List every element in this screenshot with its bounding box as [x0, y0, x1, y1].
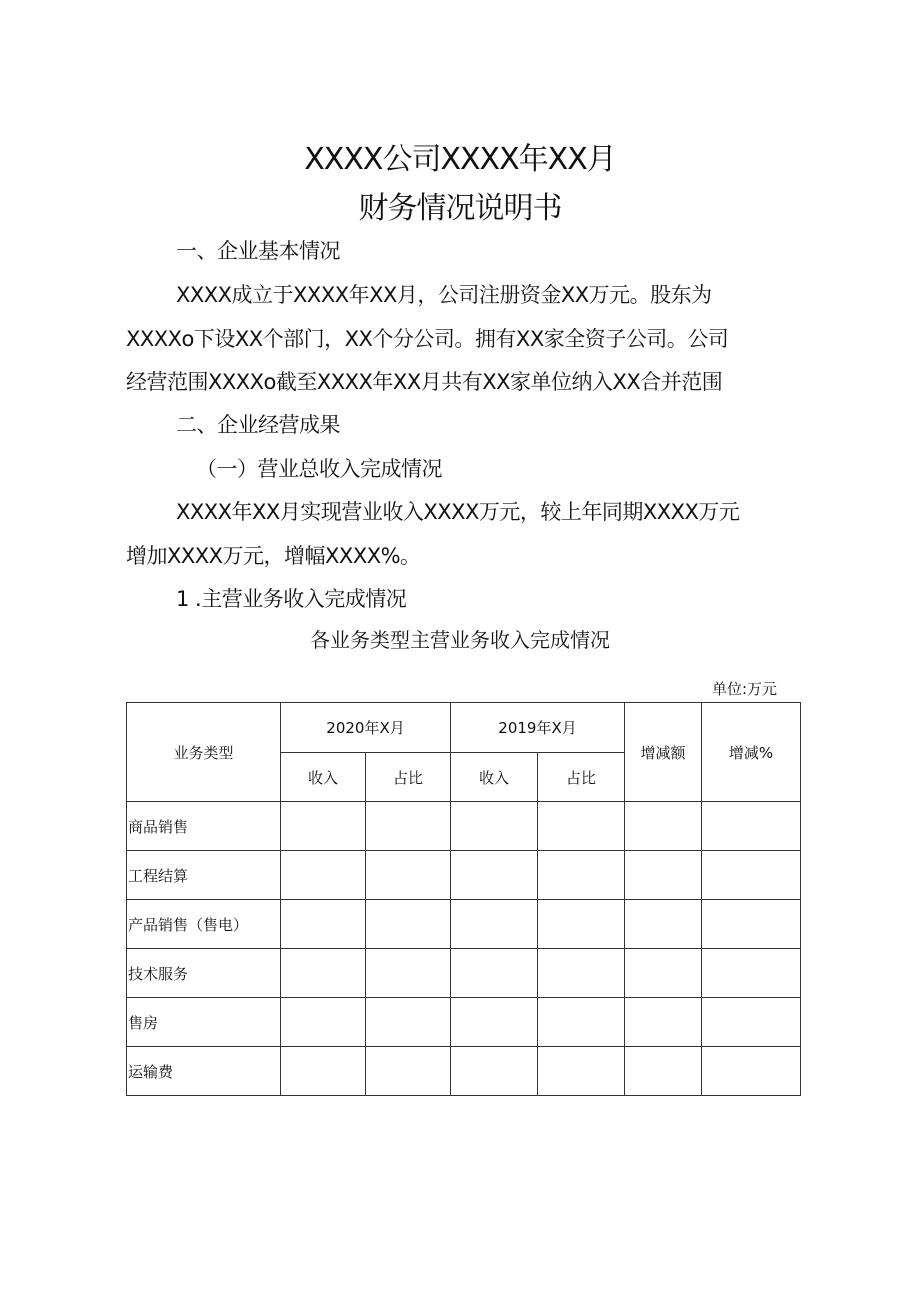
table-row — [127, 851, 801, 900]
header-period-2019: 2019年X月 — [451, 703, 625, 753]
table-cell — [625, 1047, 702, 1096]
section2-paragraph-line2: 增加XXXX万元，增幅XXXX%。 — [126, 544, 421, 568]
row-label: 技术服务 — [127, 949, 281, 998]
header-share-2019: 占比 — [538, 753, 625, 802]
table-cell — [625, 802, 702, 851]
table-row — [127, 998, 801, 1047]
table-row — [127, 802, 801, 851]
table-row — [127, 1047, 801, 1096]
header-income-2019: 收入 — [451, 753, 538, 802]
table-cell — [366, 998, 451, 1047]
table-cell — [451, 900, 538, 949]
section1-paragraph-line3: 经营范围XXXXo截至XXXX年XX月共有XX家单位纳入XX合并范围 — [126, 370, 723, 394]
header-change-amount: 增减额 — [625, 703, 702, 802]
document-title-line1: XXXX公司XXXX年XX月 — [304, 142, 616, 177]
table-cell — [281, 949, 366, 998]
section2-heading: 二、企业经营成果 — [176, 413, 340, 437]
header-share-2020: 占比 — [366, 753, 451, 802]
table-cell — [538, 949, 625, 998]
table-cell — [702, 1047, 801, 1096]
table-cell — [451, 998, 538, 1047]
row-label: 工程结算 — [127, 851, 281, 900]
table-cell — [702, 949, 801, 998]
table-cell — [281, 900, 366, 949]
table-cell — [625, 900, 702, 949]
header-change-percent: 增减% — [702, 703, 801, 802]
section2-paragraph-line1: XXXX年XX月实现营业收入XXXX万元，较上年同期XXXX万元 — [176, 500, 740, 524]
table-cell — [538, 802, 625, 851]
table-cell — [281, 851, 366, 900]
table-cell — [281, 998, 366, 1047]
table-cell — [451, 949, 538, 998]
row-label: 运输费 — [127, 1047, 281, 1096]
row-label: 商品销售 — [127, 802, 281, 851]
section2-subheading: （一）营业总收入完成情况 — [196, 457, 442, 481]
row-label: 产品销售（售电） — [127, 900, 281, 949]
table-cell — [366, 802, 451, 851]
table-cell — [538, 851, 625, 900]
table-cell — [366, 1047, 451, 1096]
header-business-type: 业务类型 — [127, 703, 281, 802]
table-row — [127, 900, 801, 949]
table-cell — [702, 900, 801, 949]
table-cell — [625, 998, 702, 1047]
header-period-2020: 2020年X月 — [281, 703, 451, 753]
table-cell — [538, 998, 625, 1047]
table-cell — [538, 1047, 625, 1096]
section1-paragraph-line2: XXXXo下设XX个部门，XX个分公司。拥有XX家全资子公司。公司 — [126, 327, 729, 351]
section2-item1-heading: 1 .主营业务收入完成情况 — [176, 587, 407, 611]
table-cell — [538, 900, 625, 949]
section1-paragraph-line1: XXXX成立于XXXX年XX月，公司注册资金XX万元。股东为 — [176, 283, 712, 307]
table-cell — [366, 949, 451, 998]
table-cell — [451, 802, 538, 851]
table-cell — [702, 998, 801, 1047]
table-cell — [451, 1047, 538, 1096]
revenue-table — [126, 702, 801, 1096]
table-cell — [451, 851, 538, 900]
table-caption: 各业务类型主营业务收入完成情况 — [310, 628, 610, 652]
table-row — [127, 949, 801, 998]
table-cell — [366, 900, 451, 949]
table-unit-label: 单位:万元 — [711, 680, 777, 698]
row-label: 售房 — [127, 998, 281, 1047]
table-cell — [702, 802, 801, 851]
table-cell — [625, 851, 702, 900]
table-cell — [702, 851, 801, 900]
table-cell — [281, 1047, 366, 1096]
header-income-2020: 收入 — [281, 753, 366, 802]
table-cell — [625, 949, 702, 998]
table-cell — [366, 851, 451, 900]
section1-heading: 一、企业基本情况 — [176, 239, 340, 263]
table-cell — [281, 802, 366, 851]
document-title-line2: 财务情况说明书 — [358, 191, 562, 226]
